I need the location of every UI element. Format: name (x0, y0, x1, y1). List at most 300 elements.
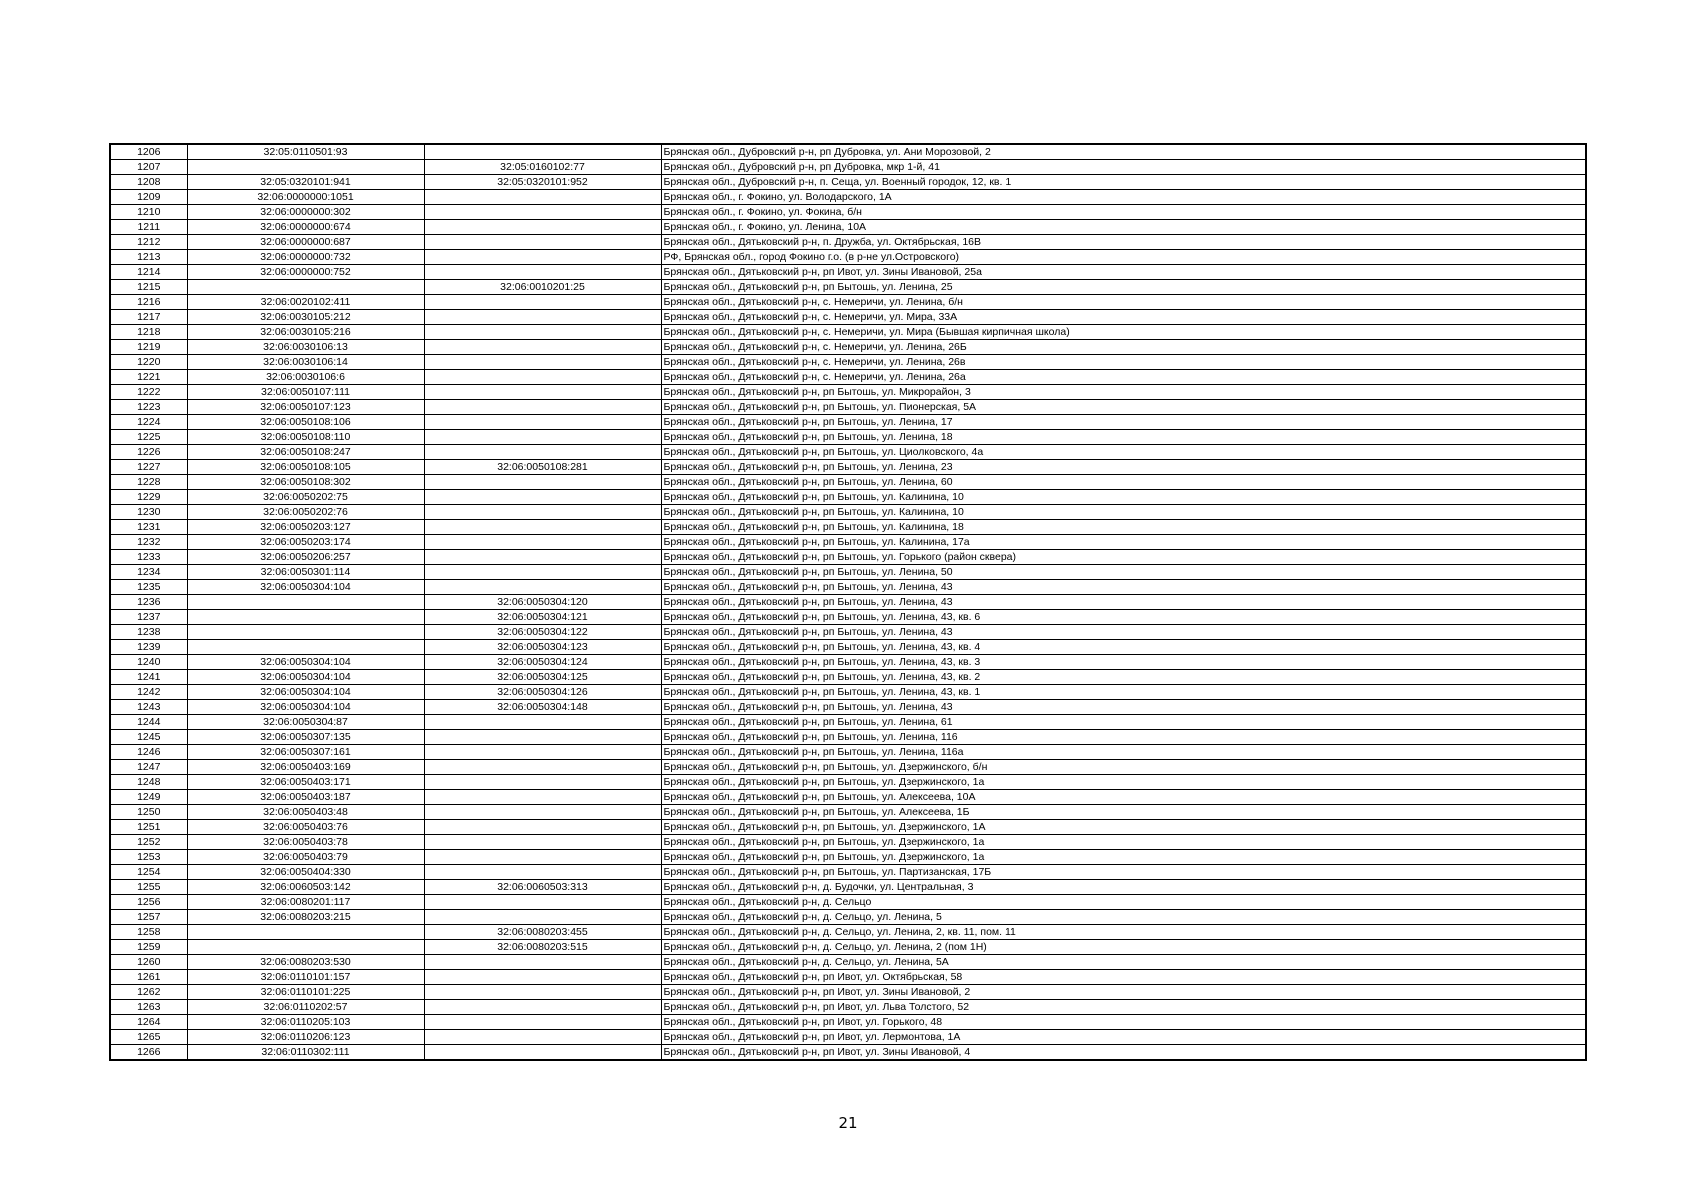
row-number-cell: 1244 (110, 715, 187, 730)
related-cadastral-number-cell (424, 520, 661, 535)
address-cell: Брянская обл., Дятьковский р-н, рп Ивот, ул. Зины Ивановой, 2 (661, 985, 1586, 1000)
cadastral-number-cell (187, 640, 424, 655)
address-cell: Брянская обл., Дятьковский р-н, рп Бытошь, ул. Циолковского, 4а (661, 445, 1586, 460)
related-cadastral-number-cell (424, 850, 661, 865)
table-row (110, 865, 1586, 880)
table-row (110, 520, 1586, 535)
row-number-cell: 1260 (110, 955, 187, 970)
row-number-cell: 1224 (110, 415, 187, 430)
related-cadastral-number-cell: 32:06:0080203:455 (424, 925, 661, 940)
table-row (110, 430, 1586, 445)
address-cell: Брянская обл., Дятьковский р-н, рп Ивот, ул. Октябрьская, 58 (661, 970, 1586, 985)
row-number-cell: 1261 (110, 970, 187, 985)
row-number-cell: 1230 (110, 505, 187, 520)
address-cell: Брянская обл., Дятьковский р-н, п. Дружба, ул. Октябрьская, 16В (661, 235, 1586, 250)
cadastral-number-cell: 32:06:0050304:104 (187, 580, 424, 595)
row-number-cell: 1216 (110, 295, 187, 310)
row-number-cell: 1248 (110, 775, 187, 790)
row-number-cell: 1246 (110, 745, 187, 760)
row-number-cell: 1229 (110, 490, 187, 505)
address-cell: Брянская обл., Дятьковский р-н, с. Немеричи, ул. Мира, 33А (661, 310, 1586, 325)
address-cell: Брянская обл., Дятьковский р-н, рп Бытошь, ул. Калинина, 17а (661, 535, 1586, 550)
table-row (110, 310, 1586, 325)
related-cadastral-number-cell: 32:06:0010201:25 (424, 280, 661, 295)
cadastral-number-cell: 32:06:0050206:257 (187, 550, 424, 565)
cadastral-number-cell: 32:06:0050301:114 (187, 565, 424, 580)
cadastral-number-cell: 32:06:0030106:6 (187, 370, 424, 385)
cadastral-number-cell: 32:06:0030106:14 (187, 355, 424, 370)
row-number-cell: 1232 (110, 535, 187, 550)
address-cell: Брянская обл., Дятьковский р-н, рп Бытошь, ул. Ленина, 43, кв. 1 (661, 685, 1586, 700)
address-cell: РФ, Брянская обл., город Фокино г.о. (в р-не ул.Островского) (661, 250, 1586, 265)
related-cadastral-number-cell (424, 190, 661, 205)
cadastral-number-cell: 32:06:0080201:117 (187, 895, 424, 910)
cadastral-number-cell (187, 160, 424, 175)
table-row (110, 835, 1586, 850)
cadastral-number-cell: 32:06:0050304:104 (187, 670, 424, 685)
related-cadastral-number-cell (424, 745, 661, 760)
row-number-cell: 1264 (110, 1015, 187, 1030)
related-cadastral-number-cell (424, 220, 661, 235)
row-number-cell: 1253 (110, 850, 187, 865)
property-table (109, 143, 1587, 1061)
table-row (110, 820, 1586, 835)
table-row (110, 895, 1586, 910)
address-cell: Брянская обл., г. Фокино, ул. Фокина, б/н (661, 205, 1586, 220)
related-cadastral-number-cell: 32:06:0050304:148 (424, 700, 661, 715)
address-cell: Брянская обл., Дятьковский р-н, рп Бытошь, ул. Ленина, 60 (661, 475, 1586, 490)
related-cadastral-number-cell (424, 295, 661, 310)
table-row (110, 355, 1586, 370)
table-row (110, 445, 1586, 460)
address-cell: Брянская обл., Дятьковский р-н, рп Бытошь, ул. Ленина, 23 (661, 460, 1586, 475)
table-row (110, 955, 1586, 970)
row-number-cell: 1256 (110, 895, 187, 910)
row-number-cell: 1254 (110, 865, 187, 880)
related-cadastral-number-cell (424, 490, 661, 505)
row-number-cell: 1215 (110, 280, 187, 295)
related-cadastral-number-cell: 32:06:0060503:313 (424, 880, 661, 895)
cadastral-number-cell: 32:06:0050403:76 (187, 820, 424, 835)
cadastral-number-cell: 32:06:0050108:105 (187, 460, 424, 475)
cadastral-number-cell (187, 925, 424, 940)
related-cadastral-number-cell (424, 535, 661, 550)
table-row (110, 280, 1586, 295)
row-number-cell: 1242 (110, 685, 187, 700)
page-number: 21 (838, 1114, 858, 1132)
row-number-cell: 1217 (110, 310, 187, 325)
table-row (110, 1000, 1586, 1015)
address-cell: Брянская обл., Дубровский р-н, рп Дубровка, ул. Ани Морозовой, 2 (661, 144, 1586, 160)
cadastral-number-cell: 32:06:0050203:127 (187, 520, 424, 535)
cadastral-number-cell: 32:06:0030105:212 (187, 310, 424, 325)
cadastral-number-cell: 32:06:0080203:215 (187, 910, 424, 925)
related-cadastral-number-cell (424, 955, 661, 970)
cadastral-number-cell (187, 625, 424, 640)
cadastral-number-cell: 32:06:0050403:48 (187, 805, 424, 820)
related-cadastral-number-cell (424, 475, 661, 490)
cadastral-number-cell: 32:06:0110205:103 (187, 1015, 424, 1030)
table-row (110, 925, 1586, 940)
related-cadastral-number-cell: 32:06:0050304:125 (424, 670, 661, 685)
row-number-cell: 1213 (110, 250, 187, 265)
row-number-cell: 1233 (110, 550, 187, 565)
table-row (110, 340, 1586, 355)
table-row (110, 475, 1586, 490)
cadastral-number-cell: 32:06:0050403:187 (187, 790, 424, 805)
table-row (110, 610, 1586, 625)
address-cell: Брянская обл., Дятьковский р-н, д. Сельцо, ул. Ленина, 5А (661, 955, 1586, 970)
address-cell: Брянская обл., Дятьковский р-н, рп Ивот, ул. Лермонтова, 1А (661, 1030, 1586, 1045)
related-cadastral-number-cell (424, 985, 661, 1000)
cadastral-number-cell: 32:06:0050108:110 (187, 430, 424, 445)
row-number-cell: 1245 (110, 730, 187, 745)
row-number-cell: 1262 (110, 985, 187, 1000)
table-row (110, 775, 1586, 790)
related-cadastral-number-cell: 32:05:0160102:77 (424, 160, 661, 175)
row-number-cell: 1249 (110, 790, 187, 805)
related-cadastral-number-cell (424, 1015, 661, 1030)
cadastral-number-cell: 32:06:0050403:79 (187, 850, 424, 865)
row-number-cell: 1258 (110, 925, 187, 940)
table-row (110, 745, 1586, 760)
row-number-cell: 1226 (110, 445, 187, 460)
cadastral-number-cell: 32:06:0030106:13 (187, 340, 424, 355)
table-row (110, 565, 1586, 580)
related-cadastral-number-cell (424, 895, 661, 910)
row-number-cell: 1266 (110, 1045, 187, 1061)
related-cadastral-number-cell (424, 310, 661, 325)
cadastral-number-cell: 32:06:0050404:330 (187, 865, 424, 880)
table-row (110, 700, 1586, 715)
row-number-cell: 1250 (110, 805, 187, 820)
related-cadastral-number-cell (424, 265, 661, 280)
table-row (110, 175, 1586, 190)
cadastral-number-cell: 32:06:0000000:687 (187, 235, 424, 250)
table-row (110, 415, 1586, 430)
address-cell: Брянская обл., Дятьковский р-н, с. Немеричи, ул. Ленина, 26Б (661, 340, 1586, 355)
address-cell: Брянская обл., Дятьковский р-н, д. Сельцо, ул. Ленина, 2, кв. 11, пом. 11 (661, 925, 1586, 940)
table-row (110, 460, 1586, 475)
row-number-cell: 1263 (110, 1000, 187, 1015)
cadastral-number-cell: 32:06:0050108:106 (187, 415, 424, 430)
address-cell: Брянская обл., Дятьковский р-н, рп Бытошь, ул. Ленина, 61 (661, 715, 1586, 730)
address-cell: Брянская обл., Дятьковский р-н, рп Бытошь, ул. Горького (район сквера) (661, 550, 1586, 565)
row-number-cell: 1239 (110, 640, 187, 655)
related-cadastral-number-cell (424, 715, 661, 730)
row-number-cell: 1227 (110, 460, 187, 475)
cadastral-number-cell: 32:06:0050107:111 (187, 385, 424, 400)
related-cadastral-number-cell (424, 340, 661, 355)
row-number-cell: 1265 (110, 1030, 187, 1045)
address-cell: Брянская обл., Дятьковский р-н, рп Бытошь, ул. Ленина, 43 (661, 625, 1586, 640)
row-number-cell: 1223 (110, 400, 187, 415)
table-row (110, 790, 1586, 805)
cadastral-number-cell (187, 940, 424, 955)
row-number-cell: 1225 (110, 430, 187, 445)
table-row (110, 670, 1586, 685)
related-cadastral-number-cell (424, 205, 661, 220)
row-number-cell: 1228 (110, 475, 187, 490)
related-cadastral-number-cell: 32:06:0080203:515 (424, 940, 661, 955)
related-cadastral-number-cell (424, 1000, 661, 1015)
address-cell: Брянская обл., Дятьковский р-н, д. Сельцо, ул. Ленина, 5 (661, 910, 1586, 925)
related-cadastral-number-cell (424, 430, 661, 445)
address-cell: Брянская обл., Дятьковский р-н, рп Бытошь, ул. Ленина, 116 (661, 730, 1586, 745)
address-cell: Брянская обл., Дубровский р-н, рп Дубровка, мкр 1-й, 41 (661, 160, 1586, 175)
address-cell: Брянская обл., Дятьковский р-н, рп Бытошь, ул. Ленина, 17 (661, 415, 1586, 430)
address-cell: Брянская обл., Дятьковский р-н, д. Сельцо, ул. Ленина, 2 (пом 1Н) (661, 940, 1586, 955)
related-cadastral-number-cell (424, 385, 661, 400)
cadastral-number-cell: 32:06:0000000:752 (187, 265, 424, 280)
table-row (110, 685, 1586, 700)
table-row (110, 235, 1586, 250)
table-row (110, 1045, 1586, 1061)
table-row (110, 490, 1586, 505)
table-row (110, 655, 1586, 670)
cadastral-number-cell: 32:05:0110501:93 (187, 144, 424, 160)
table-row (110, 190, 1586, 205)
related-cadastral-number-cell (424, 400, 661, 415)
row-number-cell: 1209 (110, 190, 187, 205)
address-cell: Брянская обл., Дятьковский р-н, рп Бытошь, ул. Калинина, 10 (661, 505, 1586, 520)
cadastral-number-cell: 32:06:0110101:225 (187, 985, 424, 1000)
row-number-cell: 1219 (110, 340, 187, 355)
address-cell: Брянская обл., Дятьковский р-н, рп Бытошь, ул. Калинина, 10 (661, 490, 1586, 505)
related-cadastral-number-cell (424, 325, 661, 340)
table-row (110, 595, 1586, 610)
address-cell: Брянская обл., Дятьковский р-н, рп Бытошь, ул. Ленина, 116а (661, 745, 1586, 760)
cadastral-number-cell (187, 610, 424, 625)
related-cadastral-number-cell (424, 1030, 661, 1045)
related-cadastral-number-cell (424, 445, 661, 460)
related-cadastral-number-cell (424, 355, 661, 370)
cadastral-number-cell: 32:06:0110101:157 (187, 970, 424, 985)
row-number-cell: 1235 (110, 580, 187, 595)
address-cell: Брянская обл., Дятьковский р-н, рп Ивот, ул. Льва Толстого, 52 (661, 1000, 1586, 1015)
address-cell: Брянская обл., Дятьковский р-н, рп Бытошь, ул. Ленина, 50 (661, 565, 1586, 580)
cadastral-number-cell: 32:06:0050304:87 (187, 715, 424, 730)
related-cadastral-number-cell: 32:06:0050304:124 (424, 655, 661, 670)
row-number-cell: 1241 (110, 670, 187, 685)
related-cadastral-number-cell (424, 970, 661, 985)
table-row (110, 550, 1586, 565)
related-cadastral-number-cell (424, 144, 661, 160)
table-row (110, 850, 1586, 865)
address-cell: Брянская обл., г. Фокино, ул. Ленина, 10А (661, 220, 1586, 235)
table-row (110, 760, 1586, 775)
table-row (110, 805, 1586, 820)
table-row (110, 580, 1586, 595)
row-number-cell: 1211 (110, 220, 187, 235)
table-row (110, 205, 1586, 220)
table-row (110, 160, 1586, 175)
cadastral-number-cell: 32:06:0050304:104 (187, 655, 424, 670)
related-cadastral-number-cell (424, 235, 661, 250)
related-cadastral-number-cell (424, 580, 661, 595)
related-cadastral-number-cell: 32:06:0050304:120 (424, 595, 661, 610)
row-number-cell: 1251 (110, 820, 187, 835)
address-cell: Брянская обл., Дятьковский р-н, рп Бытошь, ул. Ленина, 18 (661, 430, 1586, 445)
address-cell: Брянская обл., Дятьковский р-н, с. Немеричи, ул. Ленина, 26в (661, 355, 1586, 370)
cadastral-number-cell: 32:05:0320101:941 (187, 175, 424, 190)
address-cell: Брянская обл., Дятьковский р-н, рп Бытошь, ул. Дзержинского, б/н (661, 760, 1586, 775)
cadastral-number-cell: 32:06:0050108:302 (187, 475, 424, 490)
related-cadastral-number-cell (424, 820, 661, 835)
address-cell: Брянская обл., Дятьковский р-н, рп Бытошь, ул. Ленина, 43 (661, 580, 1586, 595)
address-cell: Брянская обл., Дятьковский р-н, с. Немеричи, ул. Мира (Бывшая кирпичная школа) (661, 325, 1586, 340)
related-cadastral-number-cell: 32:06:0050304:123 (424, 640, 661, 655)
cadastral-number-cell: 32:06:0050203:174 (187, 535, 424, 550)
table-body (110, 144, 1586, 1060)
related-cadastral-number-cell (424, 550, 661, 565)
table-row (110, 325, 1586, 340)
cadastral-number-cell: 32:06:0080203:530 (187, 955, 424, 970)
address-cell: Брянская обл., Дятьковский р-н, рп Бытошь, ул. Ленина, 43, кв. 4 (661, 640, 1586, 655)
table-row (110, 940, 1586, 955)
cadastral-number-cell: 32:06:0050202:75 (187, 490, 424, 505)
row-number-cell: 1221 (110, 370, 187, 385)
row-number-cell: 1237 (110, 610, 187, 625)
address-cell: Брянская обл., Дятьковский р-н, рп Бытошь, ул. Партизанская, 17Б (661, 865, 1586, 880)
address-cell: Брянская обл., Дятьковский р-н, с. Немеричи, ул. Ленина, 26а (661, 370, 1586, 385)
address-cell: Брянская обл., Дятьковский р-н, рп Бытошь, ул. Дзержинского, 1а (661, 850, 1586, 865)
row-number-cell: 1210 (110, 205, 187, 220)
cadastral-number-cell: 32:06:0050307:161 (187, 745, 424, 760)
table-row (110, 535, 1586, 550)
table-row (110, 880, 1586, 895)
cadastral-number-cell: 32:06:0060503:142 (187, 880, 424, 895)
related-cadastral-number-cell: 32:05:0320101:952 (424, 175, 661, 190)
row-number-cell: 1257 (110, 910, 187, 925)
related-cadastral-number-cell (424, 790, 661, 805)
related-cadastral-number-cell (424, 505, 661, 520)
address-cell: Брянская обл., Дятьковский р-н, с. Немеричи, ул. Ленина, б/н (661, 295, 1586, 310)
row-number-cell: 1243 (110, 700, 187, 715)
cadastral-number-cell: 32:06:0050202:76 (187, 505, 424, 520)
address-cell: Брянская обл., Дятьковский р-н, рп Ивот, ул. Горького, 48 (661, 1015, 1586, 1030)
table-row (110, 910, 1586, 925)
address-cell: Брянская обл., Дятьковский р-н, рп Бытошь, ул. Ленина, 43, кв. 3 (661, 655, 1586, 670)
related-cadastral-number-cell (424, 370, 661, 385)
cadastral-number-cell: 32:06:0050108:247 (187, 445, 424, 460)
table-row (110, 970, 1586, 985)
cadastral-number-cell: 32:06:0050403:78 (187, 835, 424, 850)
row-number-cell: 1208 (110, 175, 187, 190)
cadastral-number-cell: 32:06:0110202:57 (187, 1000, 424, 1015)
related-cadastral-number-cell (424, 865, 661, 880)
cadastral-number-cell: 32:06:0000000:1051 (187, 190, 424, 205)
cadastral-number-cell: 32:06:0020102:411 (187, 295, 424, 310)
cadastral-number-cell: 32:06:0000000:674 (187, 220, 424, 235)
address-cell: Брянская обл., Дятьковский р-н, рп Ивот, ул. Зины Ивановой, 4 (661, 1045, 1586, 1061)
cadastral-number-cell: 32:06:0050107:123 (187, 400, 424, 415)
cadastral-number-cell: 32:06:0000000:302 (187, 205, 424, 220)
address-cell: Брянская обл., Дятьковский р-н, рп Бытошь, ул. Алексеева, 1Б (661, 805, 1586, 820)
table-row (110, 640, 1586, 655)
related-cadastral-number-cell: 32:06:0050108:281 (424, 460, 661, 475)
cadastral-number-cell: 32:06:0030105:216 (187, 325, 424, 340)
table-row (110, 505, 1586, 520)
row-number-cell: 1212 (110, 235, 187, 250)
row-number-cell: 1206 (110, 144, 187, 160)
related-cadastral-number-cell (424, 565, 661, 580)
cadastral-number-cell: 32:06:0050304:104 (187, 700, 424, 715)
table-row (110, 295, 1586, 310)
table-row (110, 220, 1586, 235)
related-cadastral-number-cell (424, 775, 661, 790)
related-cadastral-number-cell (424, 805, 661, 820)
row-number-cell: 1259 (110, 940, 187, 955)
address-cell: Брянская обл., г. Фокино, ул. Володарского, 1А (661, 190, 1586, 205)
row-number-cell: 1247 (110, 760, 187, 775)
cadastral-number-cell (187, 280, 424, 295)
address-cell: Брянская обл., Дятьковский р-н, д. Сельцо (661, 895, 1586, 910)
cadastral-number-cell: 32:06:0000000:732 (187, 250, 424, 265)
address-cell: Брянская обл., Дятьковский р-н, рп Бытошь, ул. Алексеева, 10А (661, 790, 1586, 805)
address-cell: Брянская обл., Дятьковский р-н, рп Бытошь, ул. Ленина, 25 (661, 280, 1586, 295)
related-cadastral-number-cell (424, 415, 661, 430)
row-number-cell: 1222 (110, 385, 187, 400)
address-cell: Брянская обл., Дубровский р-н, п. Сеща, ул. Военный городок, 12, кв. 1 (661, 175, 1586, 190)
address-cell: Брянская обл., Дятьковский р-н, рп Бытошь, ул. Пионерская, 5А (661, 400, 1586, 415)
address-cell: Брянская обл., Дятьковский р-н, рп Бытошь, ул. Ленина, 43, кв. 6 (661, 610, 1586, 625)
address-cell: Брянская обл., Дятьковский р-н, рп Бытошь, ул. Ленина, 43 (661, 700, 1586, 715)
address-cell: Брянская обл., Дятьковский р-н, рп Бытошь, ул. Дзержинского, 1а (661, 775, 1586, 790)
address-cell: Брянская обл., Дятьковский р-н, рп Бытошь, ул. Дзержинского, 1а (661, 835, 1586, 850)
cadastral-number-cell: 32:06:0050307:135 (187, 730, 424, 745)
row-number-cell: 1238 (110, 625, 187, 640)
row-number-cell: 1231 (110, 520, 187, 535)
address-cell: Брянская обл., Дятьковский р-н, рп Бытошь, ул. Микрорайон, 3 (661, 385, 1586, 400)
row-number-cell: 1220 (110, 355, 187, 370)
row-number-cell: 1214 (110, 265, 187, 280)
table-row (110, 265, 1586, 280)
table-row (110, 370, 1586, 385)
address-cell: Брянская обл., Дятьковский р-н, рп Ивот, ул. Зины Ивановой, 25а (661, 265, 1586, 280)
related-cadastral-number-cell (424, 730, 661, 745)
table-row (110, 385, 1586, 400)
row-number-cell: 1240 (110, 655, 187, 670)
table-row (110, 985, 1586, 1000)
cadastral-number-cell: 32:06:0110302:111 (187, 1045, 424, 1061)
address-cell: Брянская обл., Дятьковский р-н, рп Бытошь, ул. Ленина, 43 (661, 595, 1586, 610)
related-cadastral-number-cell (424, 835, 661, 850)
table-row (110, 715, 1586, 730)
cadastral-number-cell (187, 595, 424, 610)
related-cadastral-number-cell (424, 250, 661, 265)
address-cell: Брянская обл., Дятьковский р-н, рп Бытошь, ул. Дзержинского, 1А (661, 820, 1586, 835)
related-cadastral-number-cell: 32:06:0050304:126 (424, 685, 661, 700)
table-row (110, 1030, 1586, 1045)
related-cadastral-number-cell (424, 1045, 661, 1061)
table-row (110, 144, 1586, 160)
related-cadastral-number-cell: 32:06:0050304:122 (424, 625, 661, 640)
row-number-cell: 1236 (110, 595, 187, 610)
table-row (110, 1015, 1586, 1030)
address-cell: Брянская обл., Дятьковский р-н, рп Бытошь, ул. Калинина, 18 (661, 520, 1586, 535)
row-number-cell: 1218 (110, 325, 187, 340)
address-cell: Брянская обл., Дятьковский р-н, д. Будочки, ул. Центральная, 3 (661, 880, 1586, 895)
cadastral-number-cell: 32:06:0050403:171 (187, 775, 424, 790)
table-row (110, 400, 1586, 415)
related-cadastral-number-cell: 32:06:0050304:121 (424, 610, 661, 625)
row-number-cell: 1207 (110, 160, 187, 175)
table-row (110, 250, 1586, 265)
cadastral-number-cell: 32:06:0050403:169 (187, 760, 424, 775)
table-row (110, 625, 1586, 640)
cadastral-number-cell: 32:06:0050304:104 (187, 685, 424, 700)
